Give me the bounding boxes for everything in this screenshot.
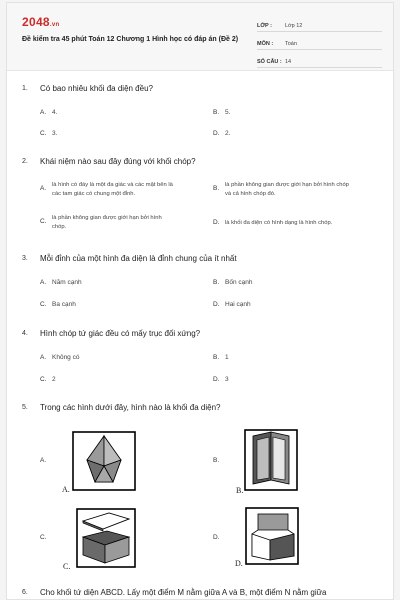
figure-label-a: A. bbox=[62, 485, 70, 494]
option-a[interactable]: A. 4. bbox=[40, 109, 58, 116]
option-b[interactable]: B. bbox=[213, 457, 220, 464]
figure-label-c: C. bbox=[63, 562, 71, 571]
meta-label: SỐ CÂU : bbox=[257, 59, 282, 65]
question-number: 5. bbox=[22, 404, 28, 411]
question-number: 2. bbox=[22, 158, 28, 165]
option-c[interactable]: C. 3. bbox=[40, 130, 58, 137]
option-a[interactable]: A. là hình có đáy là một đa giác và các mặt bên là các tam giác có chung một đỉnh. bbox=[40, 182, 173, 197]
option-b-figure[interactable] bbox=[243, 428, 299, 492]
option-c-figure[interactable] bbox=[75, 507, 137, 569]
option-b[interactable]: B. 5. bbox=[213, 109, 231, 116]
option-d[interactable]: D. bbox=[213, 534, 220, 541]
exam-header bbox=[7, 3, 393, 71]
exam-page bbox=[6, 2, 394, 600]
question-number: 3. bbox=[22, 255, 28, 262]
meta-subject-row bbox=[257, 35, 382, 50]
meta-label: LỚP : bbox=[257, 23, 272, 29]
question-text: Khái niệm nào sau đây đúng với khối chóp? bbox=[40, 157, 196, 166]
polyhedron-c-image bbox=[75, 507, 137, 569]
option-d[interactable]: D. 3 bbox=[213, 376, 229, 383]
option-c[interactable]: C. 2 bbox=[40, 376, 56, 383]
meta-class-row bbox=[257, 17, 382, 32]
meta-label: MÔN : bbox=[257, 41, 274, 47]
question-text: Hình chóp tứ giác đều có mấy trục đối xứng? bbox=[40, 329, 201, 338]
option-b[interactable]: B. 1 bbox=[213, 354, 229, 361]
option-d-figure[interactable] bbox=[244, 506, 300, 566]
option-b[interactable]: B. là phần không gian được giới hạn bởi hình chóp và cả hình chóp đó. bbox=[213, 182, 349, 197]
question-number: 6. bbox=[22, 589, 28, 596]
exam-title: Đề kiểm tra 45 phút Toán 12 Chương 1 Hình học có đáp án (Đề 2) bbox=[22, 36, 239, 43]
option-a[interactable]: A. Không có bbox=[40, 354, 80, 361]
site-logo[interactable]: 2048.vn bbox=[22, 15, 60, 29]
figure-label-d: D. bbox=[235, 559, 243, 568]
meta-count-row bbox=[257, 53, 382, 68]
question-text: Trong các hình dưới đây, hình nào là khối đa diện? bbox=[40, 403, 221, 412]
option-b[interactable]: B. Bốn cạnh bbox=[213, 279, 253, 286]
question-text: Cho khối tứ diện ABCD. Lấy một điểm M nằm giữa A và B, một điểm N nằm giữa bbox=[40, 588, 327, 597]
option-a[interactable]: A. Năm cạnh bbox=[40, 279, 82, 286]
option-d[interactable]: D. là khối đa diện có hình dạng là hình chóp. bbox=[213, 219, 333, 226]
meta-value: Toán bbox=[285, 41, 297, 47]
meta-value: Lớp 12 bbox=[285, 23, 303, 29]
question-number: 1. bbox=[22, 85, 28, 92]
exam-meta bbox=[257, 17, 382, 71]
option-c[interactable]: C. Ba cạnh bbox=[40, 301, 76, 308]
polyhedron-b-image bbox=[243, 428, 299, 492]
meta-value: 14 bbox=[285, 59, 292, 65]
question-text: Có bao nhiêu khối đa diện đều? bbox=[40, 84, 153, 93]
polyhedron-d-image bbox=[244, 506, 300, 566]
question-text: Mỗi đỉnh của một hình đa diện là đỉnh chung của ít nhất bbox=[40, 254, 237, 263]
question-number: 4. bbox=[22, 330, 28, 337]
polyhedron-a-image bbox=[71, 430, 137, 492]
option-d[interactable]: D. Hai cạnh bbox=[213, 301, 251, 308]
option-c[interactable]: C. là phần không gian được giới hạn bởi hình chóp. bbox=[40, 215, 162, 230]
question-5 bbox=[7, 402, 394, 582]
option-d[interactable]: D. 2. bbox=[213, 130, 231, 137]
option-a[interactable]: A. bbox=[40, 457, 47, 464]
option-a-figure[interactable] bbox=[71, 430, 137, 492]
figure-label-b: B. bbox=[236, 486, 244, 495]
option-c[interactable]: C. bbox=[40, 534, 47, 541]
